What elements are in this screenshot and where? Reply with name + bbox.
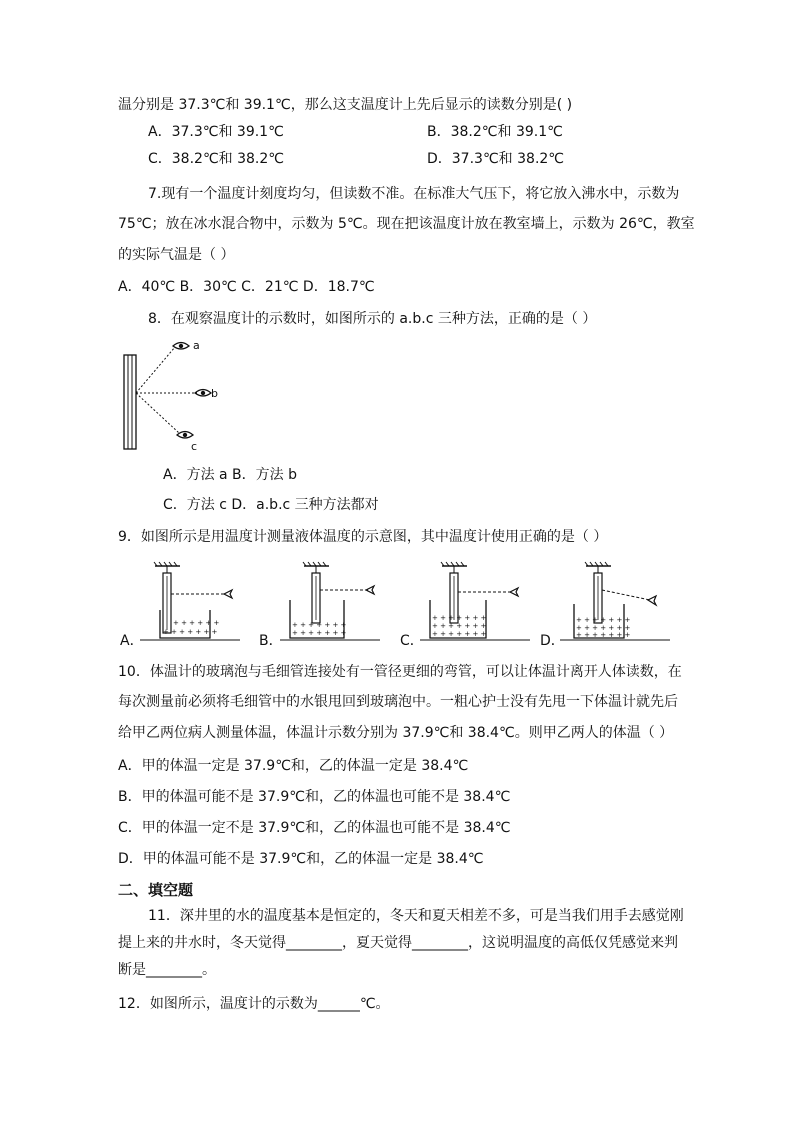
q6-option-d: D．37.3℃和 38.2℃ — [427, 151, 565, 167]
svg-text:+ + + + + +: + + + + + + — [173, 619, 220, 627]
q7-line-1: 7.现有一个温度计刻度均匀，但读数不准。在标准大气压下，将它放入沸水中，示数为 — [148, 186, 680, 202]
q9-figure-d — [560, 560, 670, 644]
svg-text:+ + + + + + +: + + + + + + + — [163, 628, 218, 636]
q10-option-c: C．甲的体温一定不是 37.9℃和，乙的体温也可能不是 38.4℃ — [118, 820, 511, 836]
q9-label-c: C． — [400, 633, 424, 649]
q9-figure-c — [420, 560, 530, 644]
eye-icon-a — [173, 343, 189, 350]
q9-label-d: D． — [540, 633, 565, 649]
q10-option-d: D．甲的体温可能不是 37.9℃和，乙的体温一定是 38.4℃ — [118, 851, 484, 867]
q12-text: 12．如图所示，温度计的示数为______℃。 — [118, 996, 390, 1012]
q9-label-b: B． — [259, 633, 283, 649]
q10-line-3: 给甲乙两位病人测量体温，体温计示数分别为 37.9℃和 38.4℃。则甲乙两人的体温（ ） — [118, 725, 674, 741]
q9-label-a: A． — [120, 633, 144, 649]
eye-icon — [366, 586, 374, 594]
thermometer-body — [124, 355, 136, 449]
q6-text: 温分别是 37.3℃和 39.1℃，那么这支温度计上先后显示的读数分别是( ) — [118, 97, 573, 113]
svg-text:+ + + + + + +: + + + + + + + — [292, 621, 347, 629]
q11-line-1: 11．深井里的水的温度基本是恒定的，冬天和夏天相差不多，可是当我们用手去感觉刚 — [148, 908, 684, 924]
sight-line-c — [136, 393, 179, 433]
svg-text:+ + + + + + +: + + + + + + + — [432, 622, 487, 630]
q9-text: 9．如图所示是用温度计测量液体温度的示意图，其中温度计使用正确的是（ ） — [118, 529, 608, 545]
section-title: 二、填空题 — [118, 881, 194, 899]
q8-options-row-1: A．方法 a B．方法 b — [163, 467, 297, 483]
svg-text:+ + + + + + +: + + + + + + + — [576, 624, 631, 632]
q6-option-b: B．38.2℃和 39.1℃ — [427, 124, 563, 140]
q8-options-row-2: C．方法 c D．a.b.c 三种方法都对 — [163, 497, 379, 513]
q8-figure — [115, 335, 225, 457]
svg-text:+ + + + + + +: + + + + + + + — [432, 630, 487, 638]
svg-text:+ + + + + + +: + + + + + + + — [576, 616, 631, 624]
q7-line-3: 的实际气温是（ ） — [118, 247, 235, 263]
svg-text:+ + + + + + +: + + + + + + + — [432, 614, 487, 622]
q11-line-3: 断是________。 — [118, 962, 216, 978]
eye-icon — [224, 590, 232, 598]
svg-text:+ + + + + + +: + + + + + + + — [576, 631, 631, 639]
svg-text:+ + + + + + +: + + + + + + + — [292, 629, 347, 637]
q10-line-2: 每次测量前必须将毛细管中的水银甩回到玻璃泡中。一粗心护士没有先甩一下体温计就先后 — [118, 694, 678, 710]
q10-option-a: A．甲的体温一定是 37.9℃和，乙的体温一定是 38.4℃ — [118, 758, 469, 774]
q10-line-1: 10．体温计的玻璃泡与毛细管连接处有一管径更细的弯管，可以让体温计离开人体读数，在 — [118, 664, 682, 680]
q8-label-a: a — [193, 339, 200, 352]
q8-label-b: b — [211, 387, 218, 400]
q9-figure-a — [140, 560, 240, 644]
eye-icon — [648, 596, 656, 605]
sight-line-a — [136, 347, 175, 393]
q8-label-c: c — [191, 440, 198, 453]
q8-text: 8．在观察温度计的示数时，如图所示的 a.b.c 三种方法，正确的是（ ） — [148, 311, 597, 327]
q7-line-2: 75℃；放在冰水混合物中，示数为 5℃。现在把该温度计放在教室墙上，示数为 26℃，教室 — [118, 216, 695, 232]
q7-options: A．40℃ B．30℃ C．21℃ D．18.7℃ — [118, 279, 375, 295]
q6-option-c: C．38.2℃和 38.2℃ — [148, 151, 285, 167]
q6-option-a: A．37.3℃和 39.1℃ — [148, 124, 284, 140]
q9-figure-b — [280, 560, 380, 644]
eye-icon-b — [195, 390, 211, 397]
eye-icon — [510, 588, 518, 596]
q11-line-2: 提上来的井水时，冬天觉得________，夏天觉得________，这说明温度的高低仅凭感觉来判 — [118, 935, 678, 951]
q10-option-b: B．甲的体温可能不是 37.9℃和，乙的体温也可能不是 38.4℃ — [118, 789, 511, 805]
